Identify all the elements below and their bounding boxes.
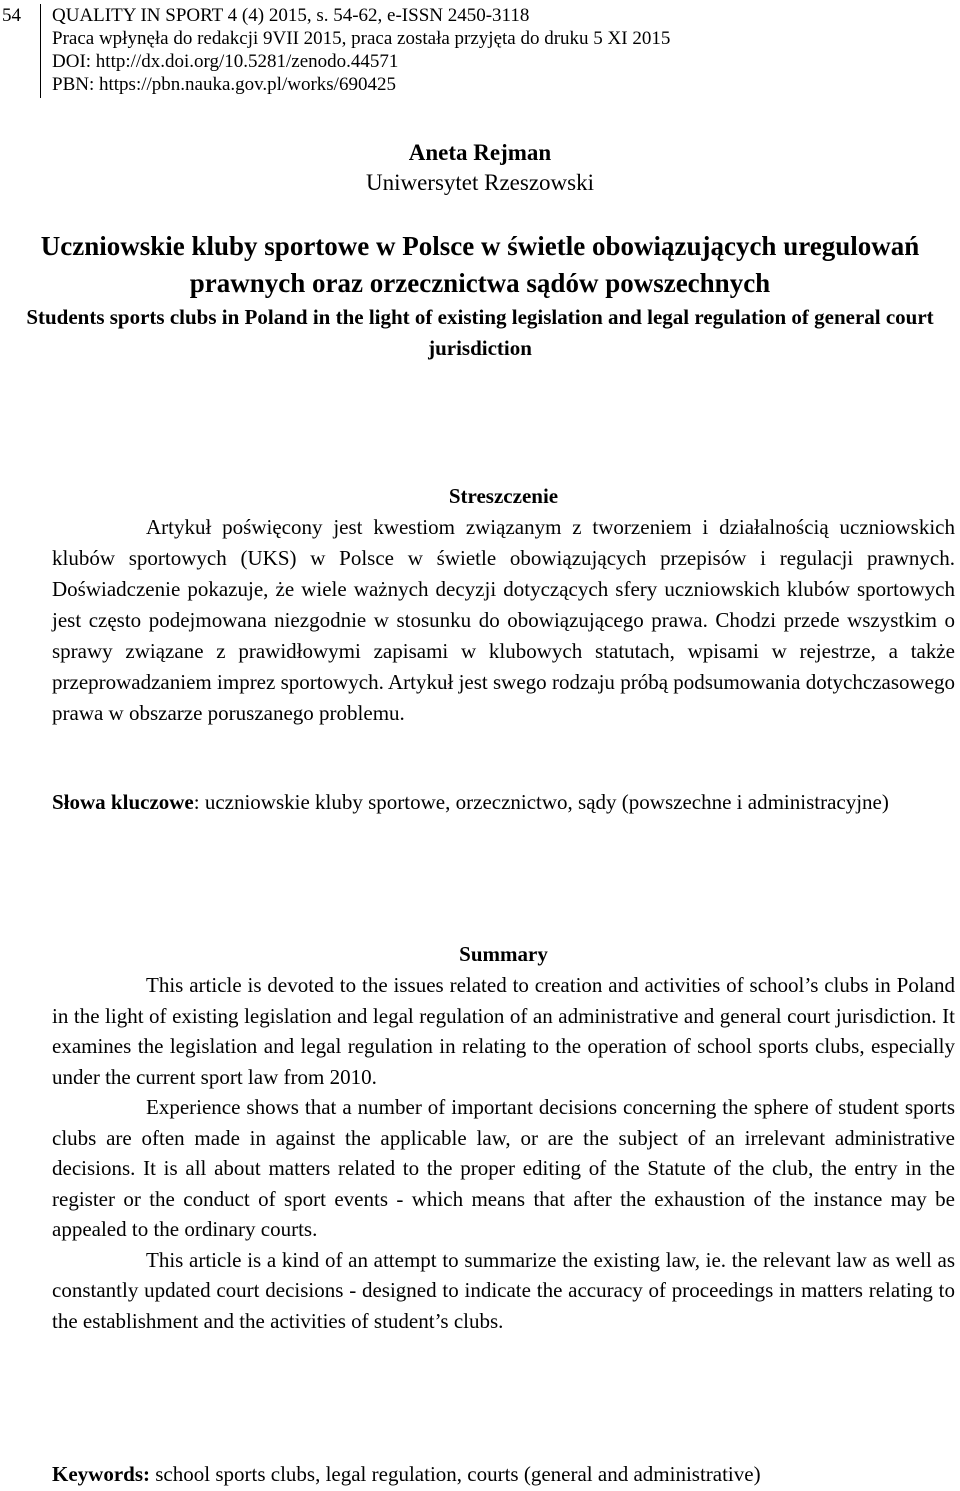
doi-link[interactable]: DOI: http://dx.doi.org/10.5281/zenodo.44571 — [52, 51, 399, 72]
keywords-polish — [52, 787, 955, 818]
pbn-link[interactable]: PBN: https://pbn.nauka.gov.pl/works/690425 — [52, 74, 396, 95]
summary-paragraph: This article is devoted to the issues related to creation and activities of school’s clubs in Poland in the light of existing legislation and legal regulation of an administrative and general court jurisdiction. It examines the legislation and legal regulation in relating to the operation of school sports clubs, especially under the current sport law from 2010. — [52, 973, 955, 1089]
title-polish: Uczniowskie kluby sportowe w Polsce w świetle obowiązujących uregulowań prawnych oraz orzecznictwa sądów powszechnych — [40, 231, 920, 298]
keywords-english — [52, 1460, 955, 1488]
summary-paragraph: This article is a kind of an attempt to summarize the existing law, ie. the relevant law as well as constantly updated court decisions - designed to indicate the accuracy of proceedings in matters relating to the establishment and the activities of student’s clubs. — [52, 1247, 955, 1333]
journal-citation: QUALITY IN SPORT 4 (4) 2015, s. 54-62, e-ISSN 2450-3118 — [52, 5, 530, 26]
abstract-polish — [52, 481, 955, 729]
summary-paragraph: Experience shows that a number of important decisions concerning the sphere of student sports clubs are often made in against the applicable law, or are the subject of an irrelevant administrative decisions. It is all about matters related to the proper editing of the Statute of the club, the entry in the register or the conduct of sport events - which means that after the exhaustion of the instance may be appealed to the ordinary courts. — [52, 1095, 955, 1241]
header-divider — [40, 4, 41, 98]
article-title — [20, 228, 940, 364]
abstract-text: Artykuł poświęcony jest kwestiom związanym z tworzeniem i działalnością uczniowskich klubów sportowych (UKS) w Polsce w świetle obowiązujących przepisów i regulacji prawnych. Doświadczenie pokazuje, że wiele ważnych decyzji dotyczących sfery uczniowskich klubów sportowych jest często podejmowana niezgodnie w stosunku do obowiązującego prawa. Chodzi przede wszystkim o sprawy związane z prawidłowymi zapisami w klubowych statutach, wpisami w rejestrze, a także przeprowadzaniem imprez sportowych. Artykuł jest swego rodzaju próbą podsumowania dotychczasowego prawa w obszarze poruszanego problemu. — [52, 515, 955, 725]
author-block — [0, 138, 960, 198]
keywords-polish-label: Słowa kluczowe — [52, 790, 194, 814]
author-affiliation: Uniwersytet Rzeszowski — [365, 170, 595, 195]
keywords-english-label: Keywords: — [52, 1462, 150, 1486]
title-english: Students sports clubs in Poland in the light of existing legislation and legal regulation of general court jurisdiction — [26, 305, 934, 360]
summary-english — [52, 939, 955, 1336]
journal-header — [52, 4, 932, 96]
summary-heading: Summary — [459, 942, 548, 966]
abstract-heading: Streszczenie — [448, 484, 559, 508]
keywords-polish-text: : uczniowskie kluby sportowe, orzecznictwo, sądy (powszechne i administracyjne) — [193, 790, 889, 814]
keywords-english-text: school sports clubs, legal regulation, courts (general and administrative) — [150, 1462, 761, 1486]
author-name: Aneta Rejman — [408, 140, 552, 165]
received-accepted-dates: Praca wpłynęła do redakcji 9VII 2015, praca została przyjęta do druku 5 XI 2015 — [52, 28, 671, 49]
page-number: 54 — [2, 5, 21, 26]
